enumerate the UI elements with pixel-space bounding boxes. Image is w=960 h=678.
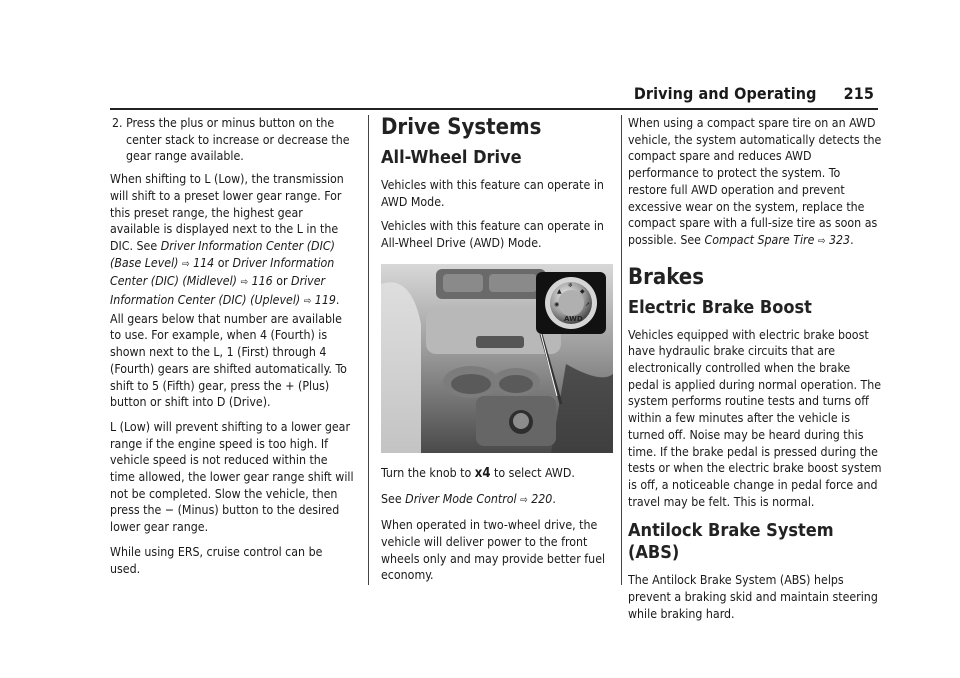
header-rule: [110, 108, 878, 110]
svg-text:➚: ➚: [585, 300, 591, 308]
paragraph-brake-boost: Vehicles equipped with electric brake boost have hydraulic brake circuits that are electronically controlled when the brake pedal is applied during normal operation. The system performs routine tests and turns off within a few minutes after the vehicle is turned off. Noise may be heard during this time. If the brake pedal is pressed during the tests or when the electric brake boost system is off, a noticeable change in pedal force and travel may be felt. This is normal.: [628, 327, 882, 509]
heading-brakes: Brakes: [628, 264, 704, 290]
page-ref-114[interactable]: 114: [193, 255, 215, 270]
paragraph-low-gear: When shifting to L (Low), the transmission will shift to a preset lower gear range. For this preset range, the highest gear available is displayed next to the L in the DIC. See Driver Information Center (DIC) (Base Level) ⇨ 114 or Driver Information Center (DIC) (Midlevel) ⇨ 116 or Driver Information Center (DIC) (Uplevel) ⇨ 119. All gears below that number are available to use. For example, when 4 (Fourth) is shown next to the L, 1 (First) through 4 (Fourth) gears are shifted automatically. To shift to 5 (Fifth) gear, press the + (Plus) button or shift into D (Drive).: [110, 172, 347, 410]
column-divider: [368, 115, 369, 585]
page-ref-220[interactable]: 220: [531, 491, 553, 506]
svg-text:▲: ▲: [557, 287, 562, 295]
page-ref-arrow-icon: ⇨: [817, 235, 826, 247]
page-ref-arrow-icon: ⇨: [303, 296, 312, 308]
paragraph-abs: The Antilock Brake System (ABS) helps prevent a braking skid and maintain steering while braking hard.: [628, 573, 878, 621]
section-title: Driving and Operating: [633, 84, 817, 103]
heading-all-wheel-drive: All-Wheel Drive: [381, 147, 522, 168]
link-driver-mode-control[interactable]: Driver Mode Control: [405, 491, 517, 506]
page-ref-arrow-icon: ⇨: [520, 494, 528, 506]
paragraph-turn-knob: Turn the knob to x4 to select AWD.: [381, 465, 575, 481]
awd-x4-icon: x4: [474, 465, 491, 481]
link-compact-spare-tire[interactable]: Compact Spare Tire: [704, 232, 815, 247]
paragraph-compact-spare: When using a compact spare tire on an AWD vehicle, the system automatically detects the compact spare and reduces AWD performance to protect the system. To restore full AWD operation and prevent excessive wear on the system, replace the compact spare with a full-size tire as soon as possible. See Compact Spare Tire ⇨ 323.: [628, 116, 882, 247]
page-header: [634, 84, 874, 103]
page-ref-arrow-icon: ⇨: [240, 277, 249, 289]
paragraph-awd-2: Vehicles with this feature can operate in All-Wheel Drive (AWD) Mode.: [381, 219, 604, 251]
column-middle: [381, 115, 615, 592]
page-number: 215: [843, 84, 874, 103]
paragraph-see-driver-mode: See Driver Mode Control ⇨ 220.: [381, 491, 556, 506]
page-ref-323[interactable]: 323: [828, 232, 851, 247]
paragraph-awd-1: Vehicles with this feature can operate in AWD Mode.: [381, 178, 604, 209]
svg-text:◉: ◉: [554, 300, 560, 308]
column-divider: [621, 115, 622, 585]
svg-text:❄: ❄: [568, 281, 574, 289]
heading-abs: Antilock Brake System (ABS): [628, 520, 834, 564]
link-dic-base[interactable]: Driver Information Center (DIC) (Base Level): [110, 238, 335, 270]
awd-knob-label: AWD: [564, 314, 583, 323]
column-left: [110, 115, 354, 585]
link-dic-midlevel[interactable]: Driver Information Center (DIC) (Midlevel): [110, 255, 335, 289]
heading-drive-systems: Drive Systems: [381, 115, 542, 140]
awd-console-photo: [381, 264, 613, 453]
heading-electric-brake-boost: Electric Brake Boost: [628, 296, 812, 318]
link-dic-uplevel[interactable]: Driver Information Center (DIC) (Uplevel): [110, 274, 326, 308]
paragraph-ers: While using ERS, cruise control can be used.: [110, 544, 323, 576]
page-ref-119[interactable]: 119: [314, 293, 336, 308]
list-item-2: 2. Press the plus or minus button on the center stack to increase or decrease the gear range available.: [112, 116, 350, 164]
page-ref-arrow-icon: ⇨: [182, 258, 190, 270]
paragraph-low-prevent: L (Low) will prevent shifting to a lower gear range if the engine speed is too high. If vehicle speed is not reduced within the time allowed, the lower gear range shift will not be completed. Slow the vehicle, then press the − (Minus) button to the desired lower gear range.: [110, 419, 354, 535]
page-ref-116[interactable]: 116: [251, 274, 273, 289]
column-right: [628, 115, 882, 630]
paragraph-two-wheel: When operated in two-wheel drive, the vehicle will deliver power to the front wheels only and may provide better fuel economy.: [381, 518, 606, 583]
svg-text:◆: ◆: [580, 287, 585, 295]
console-illustration: [381, 264, 613, 453]
